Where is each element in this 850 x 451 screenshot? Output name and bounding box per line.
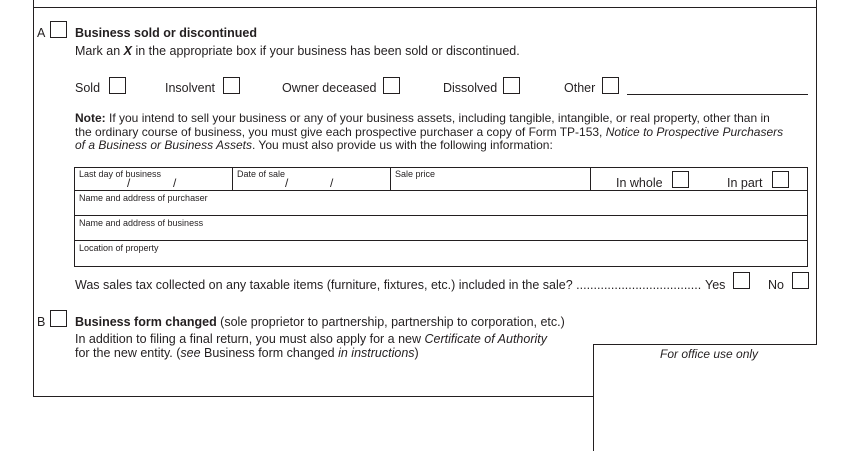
purchaser-label: Name and address of purchaser [79, 193, 208, 203]
section-b-title: Business form changed (sole proprietor to partnership, partnership to corporation, etc.) [75, 315, 565, 329]
date-sale-slash-2: / [330, 176, 334, 190]
left-border [33, 0, 34, 397]
option-owner-deceased-label: Owner deceased [282, 81, 377, 95]
no-checkbox[interactable] [792, 272, 809, 289]
option-dissolved-label: Dissolved [443, 81, 498, 95]
yes-checkbox[interactable] [733, 272, 750, 289]
section-b-text-line-1: In addition to filing a final return, you must also apply for a new Certificate of Authority [75, 332, 548, 346]
option-sold-label: Sold [75, 81, 101, 95]
note-paragraph: Note: If you intend to sell your business or any of your business assets, including tangible, intangible, or real property, other than in the ordinary course of business, you must give each prospective purchaser a copy of Form TP-153, Notice to Prospective Purchasers of a Business or Business Assets. You must also provide us with the following information: [75, 111, 784, 152]
top-border [33, 7, 817, 8]
date-of-sale-label: Date of sale [237, 169, 286, 179]
date-sale-slash-1: / [285, 176, 289, 190]
section-b-letter: B [37, 315, 46, 329]
purchaser-input[interactable] [75, 191, 807, 215]
in-whole-checkbox[interactable] [672, 171, 689, 188]
office-box-top [593, 344, 817, 345]
last-day-label: Last day of business [79, 169, 162, 179]
section-a-checkbox[interactable] [50, 21, 67, 38]
sales-tax-question: Was sales tax collected on any taxable items (furniture, fixtures, etc.) included in the sale? .................................... [75, 278, 702, 292]
no-label: No [768, 278, 784, 292]
sale-info-table [74, 167, 808, 267]
section-a-letter: A [37, 26, 46, 40]
in-part-checkbox[interactable] [772, 171, 789, 188]
sale-price-input[interactable] [391, 168, 589, 190]
option-insolvent-label: Insolvent [165, 81, 216, 95]
mark-x: X [123, 44, 132, 58]
location-label: Location of property [79, 243, 159, 253]
dissolved-checkbox[interactable] [503, 77, 520, 94]
section-a-title: Business sold or discontinued [75, 26, 257, 40]
yes-label: Yes [705, 278, 726, 292]
other-checkbox[interactable] [602, 77, 619, 94]
bottom-border [33, 396, 593, 397]
location-input[interactable] [75, 241, 807, 267]
sale-price-label: Sale price [395, 169, 436, 179]
section-b-text-line-2: for the new entity. (see Business form changed in instructions) [75, 346, 419, 360]
last-day-slash-1: / [127, 176, 131, 190]
business-input[interactable] [75, 216, 807, 240]
office-use-label: For office use only [660, 347, 759, 361]
office-box-left [593, 344, 594, 451]
insolvent-checkbox[interactable] [223, 77, 240, 94]
owner-deceased-checkbox[interactable] [383, 77, 400, 94]
date-of-sale-input[interactable] [233, 168, 389, 190]
section-a-instruction: Mark an X in the appropriate box if your business has been sold or discontinued. [75, 44, 520, 58]
section-b-checkbox[interactable] [50, 310, 67, 327]
right-border [816, 0, 817, 345]
last-day-slash-2: / [173, 176, 177, 190]
last-day-input[interactable] [77, 168, 231, 190]
in-part-label: In part [727, 176, 763, 190]
business-label: Name and address of business [79, 218, 204, 228]
in-whole-label: In whole [616, 176, 663, 190]
sold-checkbox[interactable] [109, 77, 126, 94]
other-specify-line[interactable] [627, 94, 808, 95]
option-other-label: Other [564, 81, 596, 95]
